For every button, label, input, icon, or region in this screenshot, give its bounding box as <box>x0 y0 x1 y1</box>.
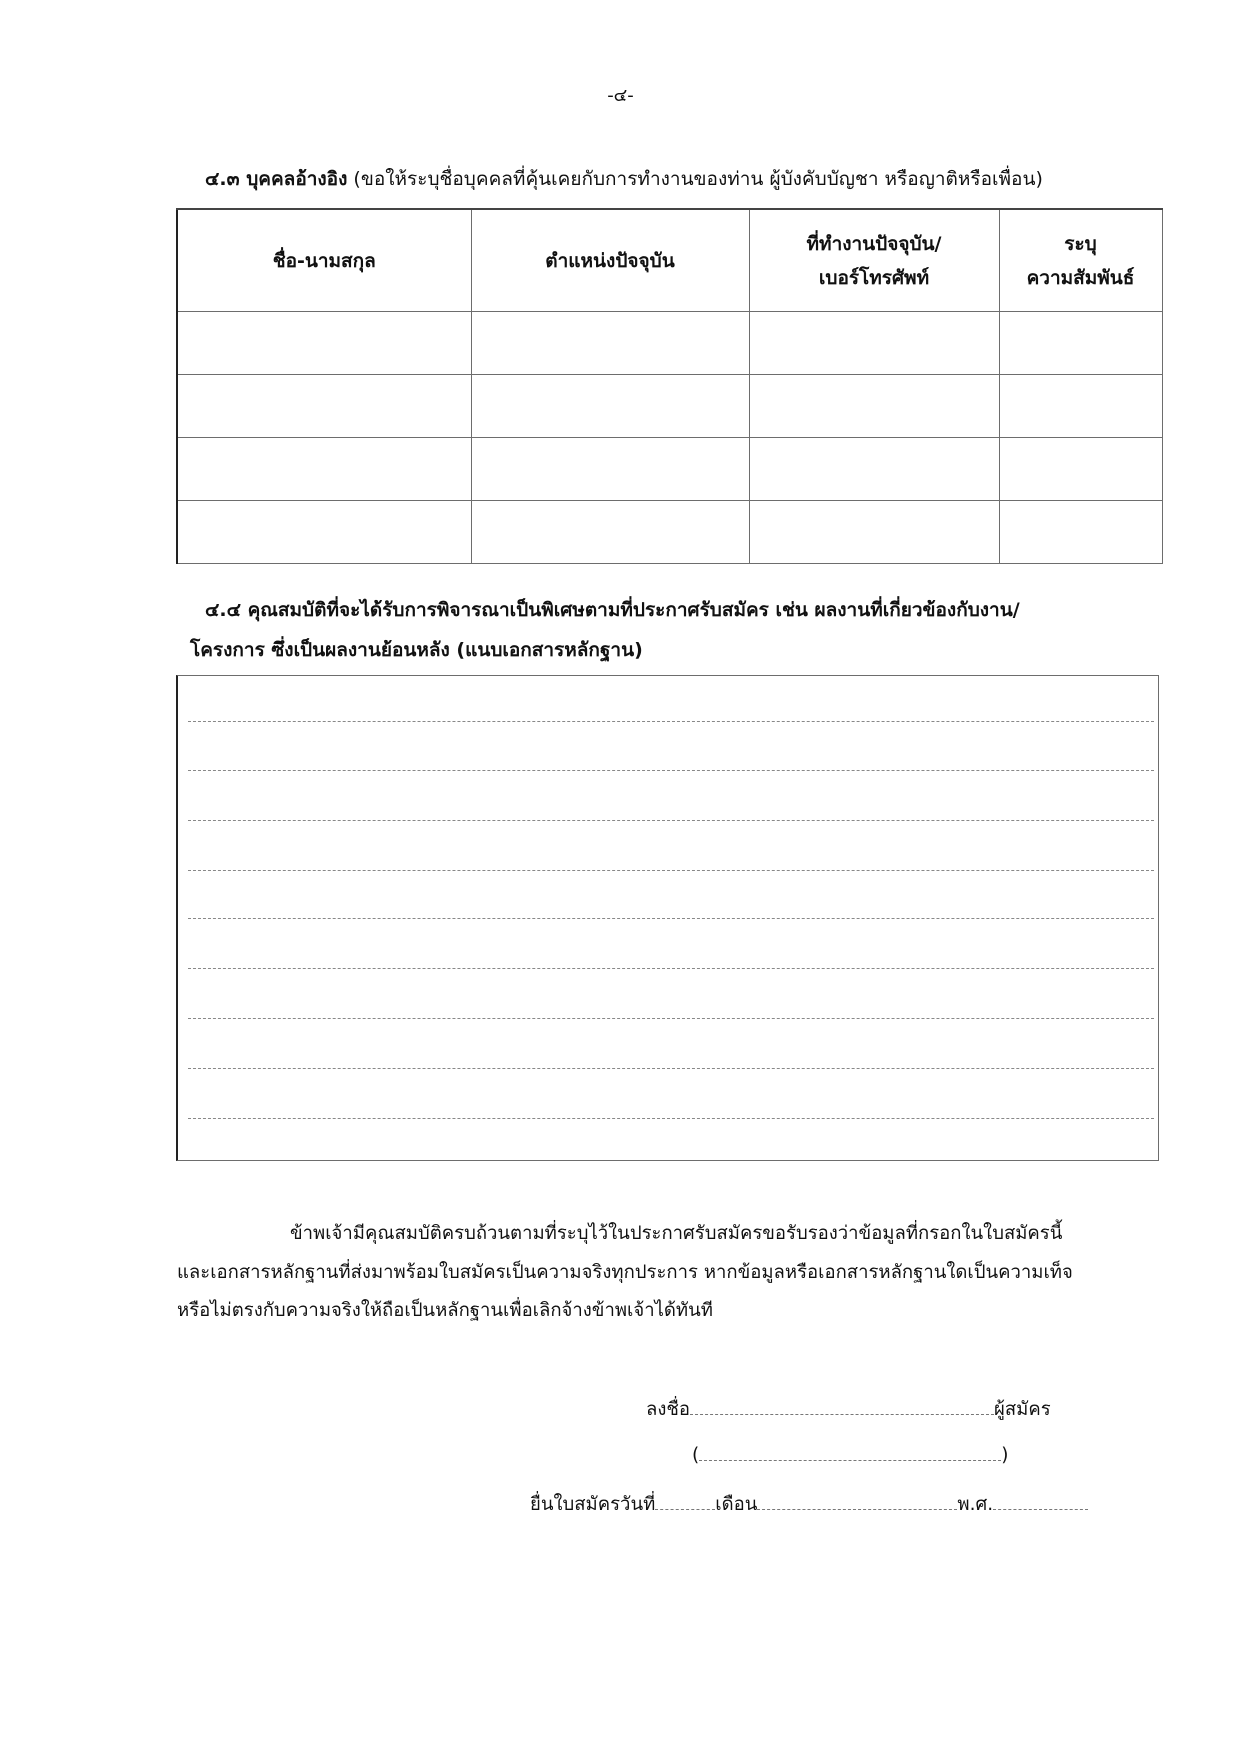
header-relationship: ระบุ ความสัมพันธ์ <box>999 209 1162 312</box>
year-field[interactable] <box>993 1491 1088 1510</box>
header-name: ชื่อ-นามสกุล <box>177 209 471 312</box>
cell-workplace-phone[interactable] <box>749 501 999 564</box>
cell-name[interactable] <box>177 375 471 438</box>
table-row <box>177 438 1162 501</box>
cell-workplace-phone[interactable] <box>749 438 999 501</box>
table-header-row <box>177 209 1162 312</box>
answer-line[interactable] <box>188 918 1154 919</box>
section-4-4-heading-line2: โครงการ ซึ่งเป็นผลงานย้อนหลัง (แนบเอกสารหลักฐาน) <box>190 639 643 661</box>
reference-persons-table <box>176 208 1163 564</box>
date-label: ยื่นใบสมัครวันที่ <box>530 1494 656 1515</box>
month-field[interactable] <box>757 1491 957 1510</box>
answer-line[interactable] <box>188 968 1154 969</box>
cell-workplace-phone[interactable] <box>749 312 999 375</box>
table-row <box>177 312 1162 375</box>
table-row <box>177 501 1162 564</box>
close-paren: ) <box>1001 1445 1009 1466</box>
answer-line[interactable] <box>188 721 1154 722</box>
section-4-3-note: (ขอให้ระบุชื่อบุคคลที่คุ้นเคยกับการทำงานของท่าน ผู้บังคับบัญชา หรือญาติหรือเพื่อน) <box>347 168 1043 190</box>
year-label: พ.ศ. <box>957 1494 994 1515</box>
cell-name[interactable] <box>177 312 471 375</box>
section-4-3-heading <box>205 164 1043 194</box>
header-position: ตำแหน่งปัจจุบัน <box>471 209 749 312</box>
cell-position[interactable] <box>471 438 749 501</box>
declaration-line-2: และเอกสารหลักฐานที่ส่งมาพร้อมใบสมัครเป็นความจริงทุกประการ หากข้อมูลหรือเอกสารหลักฐานใดเป็นความเท็จ <box>177 1262 1073 1283</box>
day-field[interactable] <box>655 1491 715 1510</box>
cell-relationship[interactable] <box>999 438 1162 501</box>
cell-position[interactable] <box>471 312 749 375</box>
header-workplace-phone: ที่ทำงานปัจจุบัน/ เบอร์โทรศัพท์ <box>749 209 999 312</box>
sign-label: ลงชื่อ <box>646 1399 691 1420</box>
signature-field[interactable] <box>690 1396 994 1415</box>
answer-line[interactable] <box>188 870 1154 871</box>
cell-name[interactable] <box>177 438 471 501</box>
cell-position[interactable] <box>471 375 749 438</box>
cell-position[interactable] <box>471 501 749 564</box>
answer-line[interactable] <box>188 820 1154 821</box>
section-4-4-heading-line1: ๔.๔ คุณสมบัติที่จะได้รับการพิจารณาเป็นพิเศษตามที่ประกาศรับสมัคร เช่น ผลงานที่เกี่ยวข้องกับงาน/ <box>205 599 1020 621</box>
declaration-line-3: หรือไม่ตรงกับความจริงให้ถือเป็นหลักฐานเพื่อเลิกจ้างข้าพเจ้าได้ทันที <box>177 1300 713 1321</box>
submission-date-line <box>530 1490 1088 1519</box>
qualifications-answer-box <box>176 675 1159 1161</box>
cell-relationship[interactable] <box>999 375 1162 438</box>
printed-name-field[interactable] <box>699 1442 1001 1461</box>
month-label: เดือน <box>715 1494 758 1515</box>
signature-line <box>646 1395 1051 1424</box>
cell-workplace-phone[interactable] <box>749 375 999 438</box>
cell-relationship[interactable] <box>999 312 1162 375</box>
answer-line[interactable] <box>188 1068 1154 1069</box>
printed-name-line <box>692 1442 1008 1466</box>
cell-name[interactable] <box>177 501 471 564</box>
answer-line[interactable] <box>188 1018 1154 1019</box>
open-paren: ( <box>692 1445 700 1466</box>
answer-line[interactable] <box>188 1118 1154 1119</box>
declaration-line-1: ข้าพเจ้ามีคุณสมบัติครบถ้วนตามที่ระบุไว้ในประกาศรับสมัครขอรับรองว่าข้อมูลที่กรอกในใบสมัครนี้ <box>290 1223 1063 1244</box>
cell-relationship[interactable] <box>999 501 1162 564</box>
section-4-3-title: ๔.๓ บุคคลอ้างอิง <box>205 168 348 190</box>
answer-line[interactable] <box>188 770 1154 771</box>
table-row <box>177 375 1162 438</box>
applicant-label: ผู้สมัคร <box>994 1399 1051 1420</box>
page-number: -๔- <box>607 85 634 106</box>
